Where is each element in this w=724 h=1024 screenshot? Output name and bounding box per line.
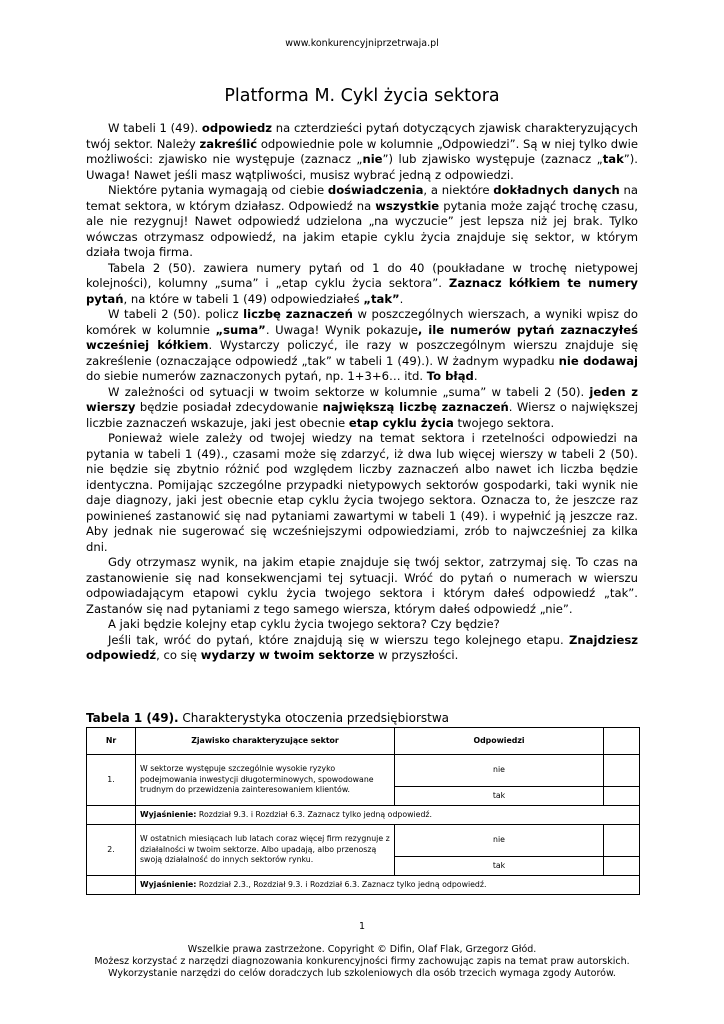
text-run: ”) lub zjawisko występuje (zaznacz „: [382, 152, 603, 166]
text-run: . Wiersz o największej liczbie zaznaczeń wskazuje, jaki jest obecnie: [86, 400, 638, 430]
table-row: [87, 825, 640, 857]
text-run: , a niektóre: [423, 183, 494, 197]
bold-text: wydarzy w twoim sektorze: [200, 648, 375, 662]
explanation-label: Wyjaśnienie:: [140, 809, 197, 819]
paragraph: [86, 183, 638, 261]
footer-consent-note: Wykorzystanie narzędzi do celów doradczych lub szkoleniowych dla osób trzecich wymaga zgody Autorów.: [108, 968, 616, 979]
footer-usage-note: Możesz korzystać z narzędzi diagnozowania konkurencyjności firmy zachowując zapis na temat praw autorskich.: [94, 956, 630, 967]
text-run: A jaki będzie kolejny etap cyklu życia twojego sektora? Czy będzie?: [108, 617, 500, 631]
explanation-spacer: [87, 876, 136, 895]
text-run: Jeśli tak, wróć do pytań, które znajdują się w wierszu tego kolejnego etapu.: [108, 632, 569, 647]
page-number: 1: [358, 921, 366, 932]
bold-text: doświadczenia: [327, 183, 424, 197]
answer-no-mark[interactable]: [604, 825, 640, 857]
text-run: .: [473, 369, 478, 383]
answer-yes[interactable]: tak: [395, 857, 604, 876]
text-run: , co się: [156, 648, 201, 662]
text-run: na czterdzieści pytań dotyczących zjawisk charakteryzujących twój sektor. Należy: [86, 121, 639, 151]
answer-no[interactable]: nie: [395, 825, 604, 857]
table-header-row: [87, 728, 640, 755]
table-row: [87, 755, 640, 787]
bold-text: wszystkie: [375, 198, 440, 213]
bold-text: nie: [362, 152, 383, 166]
explanation-text: Rozdział 2.3., Rozdział 9.3. i Rozdział 6.3. Zaznacz tylko jedną odpowiedź.: [196, 879, 487, 889]
explanation-cell: [136, 806, 640, 825]
phenomenon-text: W ostatnich miesiącach lub latach coraz więcej firm rezygnuje z działalności w twoim sektorze. Albo upadają, albo przenoszą swoją działalność do innych sektorów rynku.: [136, 825, 395, 876]
paragraph: [86, 121, 638, 183]
bold-text: nie dodawaj: [558, 353, 638, 368]
instructions-body: [86, 121, 638, 664]
text-run: Gdy otrzymasz wynik, na jakim etapie znajduje się twój sektor, zatrzymaj się. To czas na zastanowienie się nad konsekwencjami tej sytuacji. Wróć do pytań o numerach w wierszu odpowiadającym etapowi cyklu życia twojego sektora i którym dałeś odpowiedź „tak”. Zastanów się nad pytaniami z tego samego wiersza, którym dałeś odpowiedź „nie”.: [86, 555, 638, 616]
bold-text: odpowiedz: [201, 121, 273, 135]
explanation-spacer: [87, 806, 136, 825]
paragraph: [86, 385, 638, 432]
explanation-text: Rozdział 9.3. i Rozdział 6.3. Zaznacz tylko jedną odpowiedź.: [196, 809, 432, 819]
text-run: będzie posiadał zdecydowanie: [135, 400, 323, 414]
header-phenomenon: Zjawisko charakteryzujące sektor: [136, 728, 395, 755]
bold-text: To błąd: [426, 369, 474, 383]
explanation-row: [87, 876, 640, 895]
text-run: na temat sektora, w którym działasz. Odpowiedź na: [86, 183, 638, 213]
answer-no-mark[interactable]: [604, 755, 640, 787]
paragraph: [86, 261, 638, 308]
bold-text: dokładnych danych: [493, 183, 620, 197]
text-run: Niektóre pytania wymagają od ciebie: [108, 183, 328, 197]
header-blank: [604, 728, 640, 755]
text-run: odpowiednie pole w kolumnie „Odpowiedzi”. Są w niej tylko dwie możliwości: zjawisko nie występuje (zaznacz „: [86, 136, 638, 166]
header-nr: Nr: [87, 728, 136, 755]
header-answers: Odpowiedzi: [395, 728, 604, 755]
text-run: Ponieważ wiele zależy od twojej wiedzy na temat sektora i rzetelności odpowiedzi na pytania w tabeli 1 (49)., czasami może się zdarzyć, iż dwa lub więcej wierszy w tabeli 2 (50). nie będzie się zbytnio różnić pod względem liczby zaznaczeń albo nawet ich liczba będzie identyczna. Pomijając szczególne przypadki nietypowych sektorów gospodarki, taki wynik nie daje diagnozy, jaki jest obecnie etap cyklu życia twojego sektora. Oznacza to, że jeszcze raz powinieneś zastanowić się nad pytaniami zawartymi w tabeli 1 (49). i wypełnić ją jeszcze raz. Aby jednak nie sugerować się wcześniejszymi odpowiedziami, zrób to najwcześniej za kilka dni.: [86, 431, 638, 554]
footer-copyright: Wszelkie prawa zastrzeżone. Copyright © Difin, Olaf Flak, Grzegorz Głód.: [187, 944, 537, 955]
text-run: w przyszłości.: [374, 648, 459, 662]
paragraph: [86, 633, 638, 664]
header-url: www.konkurencyjniprzetrwaja.pl: [285, 38, 439, 49]
bold-text: Znajdziesz odpowiedź: [86, 632, 638, 662]
paragraph: [86, 617, 638, 633]
text-run: do siebie numerów zaznaczonych pytań, np. 1+3+6… itd.: [86, 369, 427, 383]
answer-no[interactable]: nie: [395, 755, 604, 787]
text-run: W tabeli 1 (49).: [108, 121, 202, 135]
answer-yes-mark[interactable]: [604, 787, 640, 806]
explanation-label: Wyjaśnienie:: [140, 879, 197, 889]
text-run: w poszczególnych wierszach, a wyniki wpisz do komórek w kolumnie: [86, 307, 639, 337]
bold-text: zakreślić: [199, 136, 258, 151]
text-run: . Wystarczy policzyć, ile razy w poszczególnym wierszu znajduje się zakreślenie (oznaczające odpowiedź „tak” w tabeli 1 (49).). W żadnym wypadku: [86, 338, 638, 368]
bold-text: „tak”: [363, 291, 400, 306]
bold-text: tak: [602, 152, 624, 166]
table-caption-title: Charakterystyka otoczenia przedsiębiorstwa: [178, 711, 450, 725]
text-run: .: [399, 291, 404, 306]
answer-yes-mark[interactable]: [604, 857, 640, 876]
table-caption: [86, 711, 449, 725]
row-number: 2.: [87, 825, 136, 876]
bold-text: Zaznacz kółkiem te numery pytań: [86, 276, 638, 306]
bold-text: największą liczbę zaznaczeń: [322, 400, 509, 414]
text-run: W zależności od sytuacji w twoim sektorze w kolumnie „suma” w tabeli 2 (50).: [108, 384, 590, 399]
row-number: 1.: [87, 755, 136, 806]
text-run: W tabeli 2 (50). policz: [108, 307, 244, 321]
explanation-cell: [136, 876, 640, 895]
questions-table: [86, 727, 640, 895]
answer-yes[interactable]: tak: [395, 787, 604, 806]
paragraph: [86, 555, 638, 617]
text-run: twojego sektora.: [453, 415, 555, 430]
phenomenon-text: W sektorze występuje szczególnie wysokie ryzyko podejmowania inwestycji długoterminowych, spowodowane trudnym do przewidzenia zainteresowaniem klientów.: [136, 755, 395, 806]
paragraph: [86, 431, 638, 555]
text-run: ”). Uwaga! Nawet jeśli masz wątpliwości, musisz wybrać jedną z odpowiedzi.: [86, 152, 638, 182]
bold-text: jeden z wierszy: [86, 384, 638, 414]
text-run: , na które w tabeli 1 (49) odpowiedziałeś: [123, 291, 364, 306]
explanation-row: [87, 806, 640, 825]
bold-text: , ile numerów pytań zaznaczyłeś wcześniej kółkiem: [86, 322, 638, 352]
text-run: . Uwaga! Wynik pokazuje: [265, 322, 418, 337]
bold-text: etap cyklu życia: [348, 415, 454, 430]
text-run: Tabela 2 (50). zawiera numery pytań od 1 do 40 (poukładane w trochę nietypowej kolejności), kolumny „suma” i „etap cyklu życia sektora”.: [86, 260, 638, 290]
paragraph: [86, 307, 638, 385]
text-run: pytania może zająć trochę czasu, ale nie rezygnuj! Nawet odpowiedź udzielona „na wyczucie” jest lepsza niż jej brak. Tylko wówczas otrzymasz odpowiedź, na jakim etapie cyklu życia znajduje się sektor, w którym działa twoja firma.: [86, 198, 638, 259]
table-caption-number: Tabela 1 (49).: [86, 711, 179, 725]
bold-text: „suma”: [215, 322, 266, 337]
footer: [0, 944, 724, 980]
bold-text: liczbę zaznaczeń: [243, 307, 353, 321]
page-title: Platforma M. Cykl życia sektora: [224, 86, 500, 106]
